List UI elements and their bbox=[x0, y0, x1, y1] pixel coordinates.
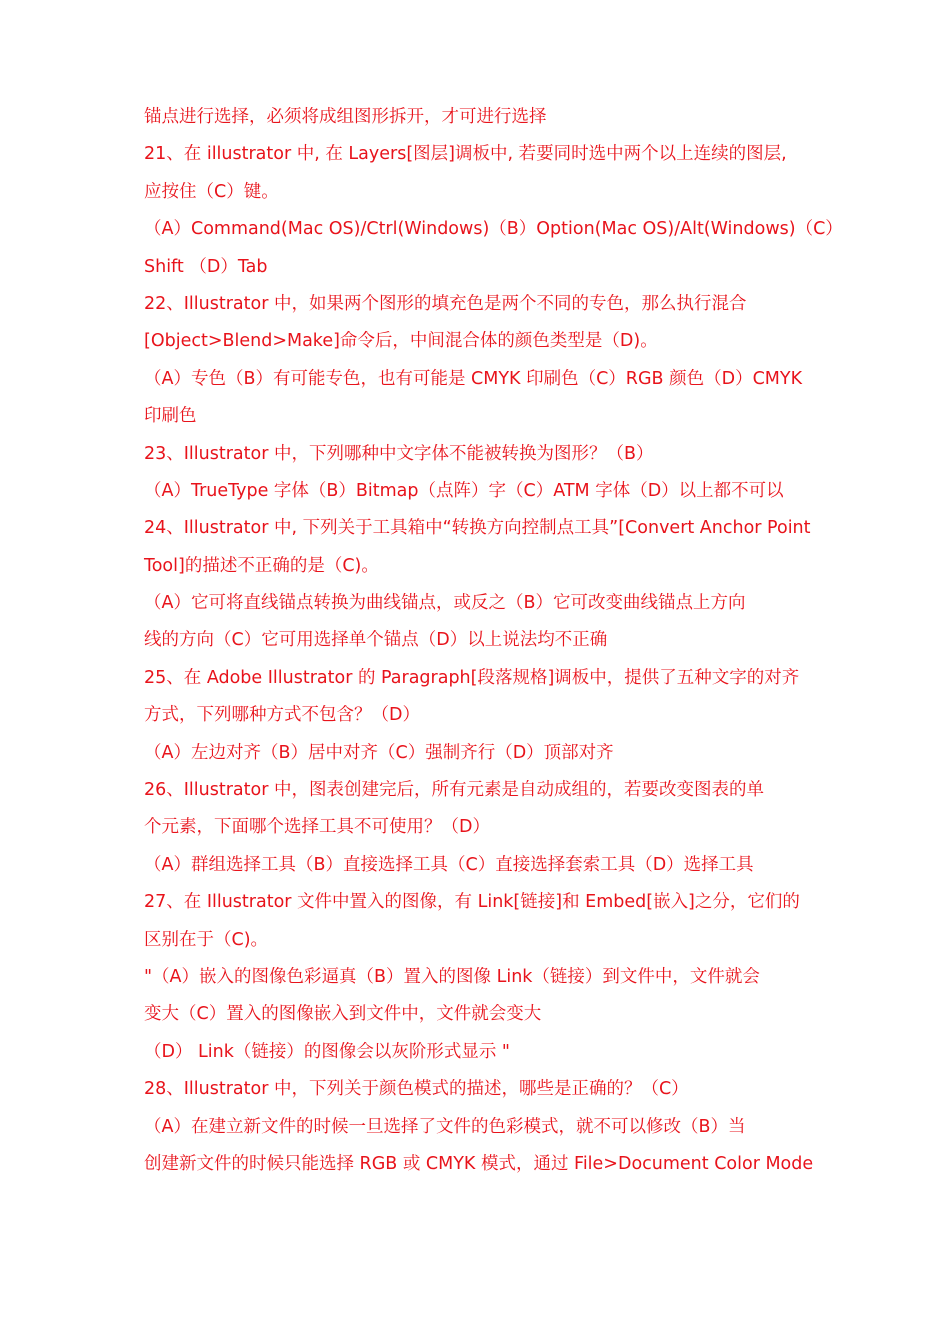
text-line: （A）专色（B）有可能专色，也有可能是 CMYK 印刷色（C）RGB 颜色（D）CMYK bbox=[144, 368, 803, 389]
text-line: [Object>Blend>Make]命令后，中间混合体的颜色类型是（D)。 bbox=[144, 331, 658, 352]
text-line: 26、Illustrator 中，图表创建完后，所有元素是自动成组的，若要改变图表的单 bbox=[144, 780, 764, 801]
text-line: （A）在建立新文件的时候一旦选择了文件的色彩模式，就不可以修改（B）当 bbox=[144, 1116, 746, 1137]
text-line: 24、Illustrator 中, 下列关于工具箱中“转换方向控制点工具”[Convert Anchor Point bbox=[144, 518, 811, 539]
text-line: 25、在 Adobe Illustrator 的 Paragraph[段落规格]调板中，提供了五种文字的对齐 bbox=[144, 667, 800, 688]
text-line: "（A）嵌入的图像色彩逼真（B）置入的图像 Link（链接）到文件中，文件就会 bbox=[144, 966, 760, 987]
text-line: 区别在于（C)。 bbox=[144, 929, 269, 950]
text-line: （A）它可将直线锚点转换为曲线锚点，或反之（B）它可改变曲线锚点上方向 bbox=[144, 593, 746, 614]
text-line: 应按住（C）键。 bbox=[144, 181, 279, 202]
text-line: （A）Command(Mac OS)/Ctrl(Windows)（B）Option(Mac OS)/Alt(Windows)（C） bbox=[144, 219, 843, 240]
text-line: 21、在 illustrator 中, 在 Layers[图层]调板中, 若要同时选中两个以上连续的图层, bbox=[144, 144, 787, 165]
text-line: 变大（C）置入的图像嵌入到文件中，文件就会变大 bbox=[144, 1004, 542, 1025]
text-line: （D） Link（链接）的图像会以灰阶形式显示 " bbox=[144, 1041, 510, 1062]
text-line: 印刷色 bbox=[144, 406, 197, 427]
text-line: Shift （D）Tab bbox=[144, 256, 268, 277]
text-line: （A）群组选择工具（B）直接选择工具（C）直接选择套索工具（D）选择工具 bbox=[144, 854, 754, 875]
text-line: 28、Illustrator 中，下列关于颜色模式的描述，哪些是正确的？（C） bbox=[144, 1079, 689, 1100]
text-line: 27、在 Illustrator 文件中置入的图像，有 Link[链接]和 Embed[嵌入]之分，它们的 bbox=[144, 892, 800, 913]
text-line: （A）左边对齐（B）居中对齐（C）强制齐行（D）顶部对齐 bbox=[144, 742, 614, 763]
text-line: 个元素，下面哪个选择工具不可使用？（D） bbox=[144, 817, 490, 838]
text-line: （A）TrueType 字体（B）Bitmap（点阵）字（C）ATM 字体（D）以上都不可以 bbox=[144, 480, 784, 501]
text-line: 线的方向（C）它可用选择单个锚点（D）以上说法均不正确 bbox=[144, 630, 608, 651]
text-line: 22、Illustrator 中，如果两个图形的填充色是两个不同的专色，那么执行混合 bbox=[144, 293, 747, 314]
document-text-block bbox=[144, 99, 843, 1183]
text-line: 23、Illustrator 中，下列哪种中文字体不能被转换为图形？（B） bbox=[144, 443, 654, 464]
text-line: 方式，下列哪种方式不包含？（D） bbox=[144, 705, 420, 726]
text-line: 锚点进行选择，必须将成组图形拆开，才可进行选择 bbox=[144, 107, 547, 127]
text-line: 创建新文件的时候只能选择 RGB 或 CMYK 模式，通过 File>Document Color Mode bbox=[144, 1153, 814, 1174]
text-line: Tool]的描述不正确的是（C)。 bbox=[144, 555, 379, 576]
